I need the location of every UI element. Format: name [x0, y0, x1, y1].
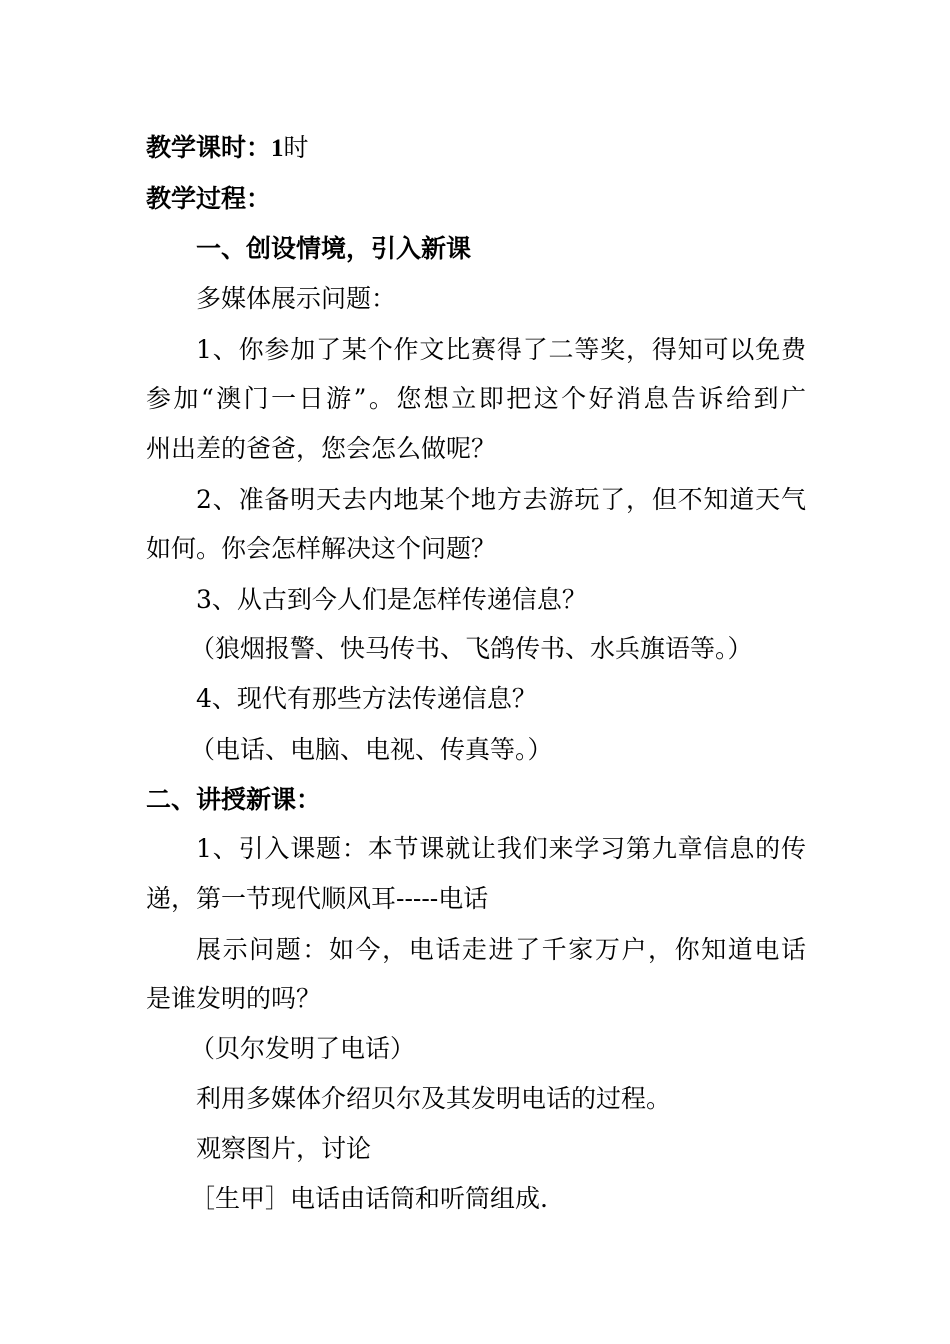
paragraph-line: 展示问题：如今，电话走进了千家万户，你知道电话 — [196, 935, 806, 964]
lesson-duration-number: 1 — [271, 135, 284, 162]
section-heading-process: 教学过程： — [146, 184, 272, 213]
section-heading-new-lesson: 二、讲授新课： — [146, 785, 322, 814]
paragraph-line: （狼烟报警、快马传书、飞鸽传书、水兵旗语等。） — [190, 634, 753, 663]
paragraph-line: （电话、电脑、电视、传真等。） — [190, 735, 553, 764]
paragraph-line: 是谁发明的吗？ — [146, 984, 322, 1013]
paragraph-line: （贝尔发明了电话） — [190, 1034, 416, 1063]
lesson-duration-unit: 时 — [283, 133, 309, 162]
paragraph-line: 州出差的爸爸，您会怎么做呢？ — [146, 434, 497, 463]
paragraph-line: 如何。你会怎样解决这个问题？ — [146, 534, 497, 563]
paragraph-line: 多媒体展示问题： — [196, 284, 397, 313]
paragraph-line: 递，第一节现代顺风耳-----电话 — [146, 884, 489, 913]
paragraph-line: 4、现代有那些方法传递信息？ — [196, 684, 537, 713]
lesson-duration-label: 教学课时： — [146, 133, 272, 162]
paragraph-line: 3、从古到今人们是怎样传递信息？ — [196, 585, 587, 614]
subsection-heading-1: 一、创设情境，引入新课 — [196, 234, 472, 263]
lesson-duration — [146, 131, 309, 165]
paragraph-line: 参加“澳门一日游”。您想立即把这个好消息告诉给到广 — [146, 384, 806, 413]
paragraph-line: 1、你参加了某个作文比赛得了二等奖，得知可以免费 — [196, 335, 806, 364]
paragraph-line: 1、引入课题：本节课就让我们来学习第九章信息的传 — [196, 834, 806, 863]
paragraph-line: 2、准备明天去内地某个地方去游玩了，但不知道天气 — [196, 485, 806, 514]
paragraph-line: ［生甲］电话由话筒和听筒组成. — [190, 1184, 548, 1213]
paragraph-line: 利用多媒体介绍贝尔及其发明电话的过程。 — [196, 1084, 672, 1113]
paragraph-line: 观察图片，讨论 — [196, 1134, 372, 1163]
